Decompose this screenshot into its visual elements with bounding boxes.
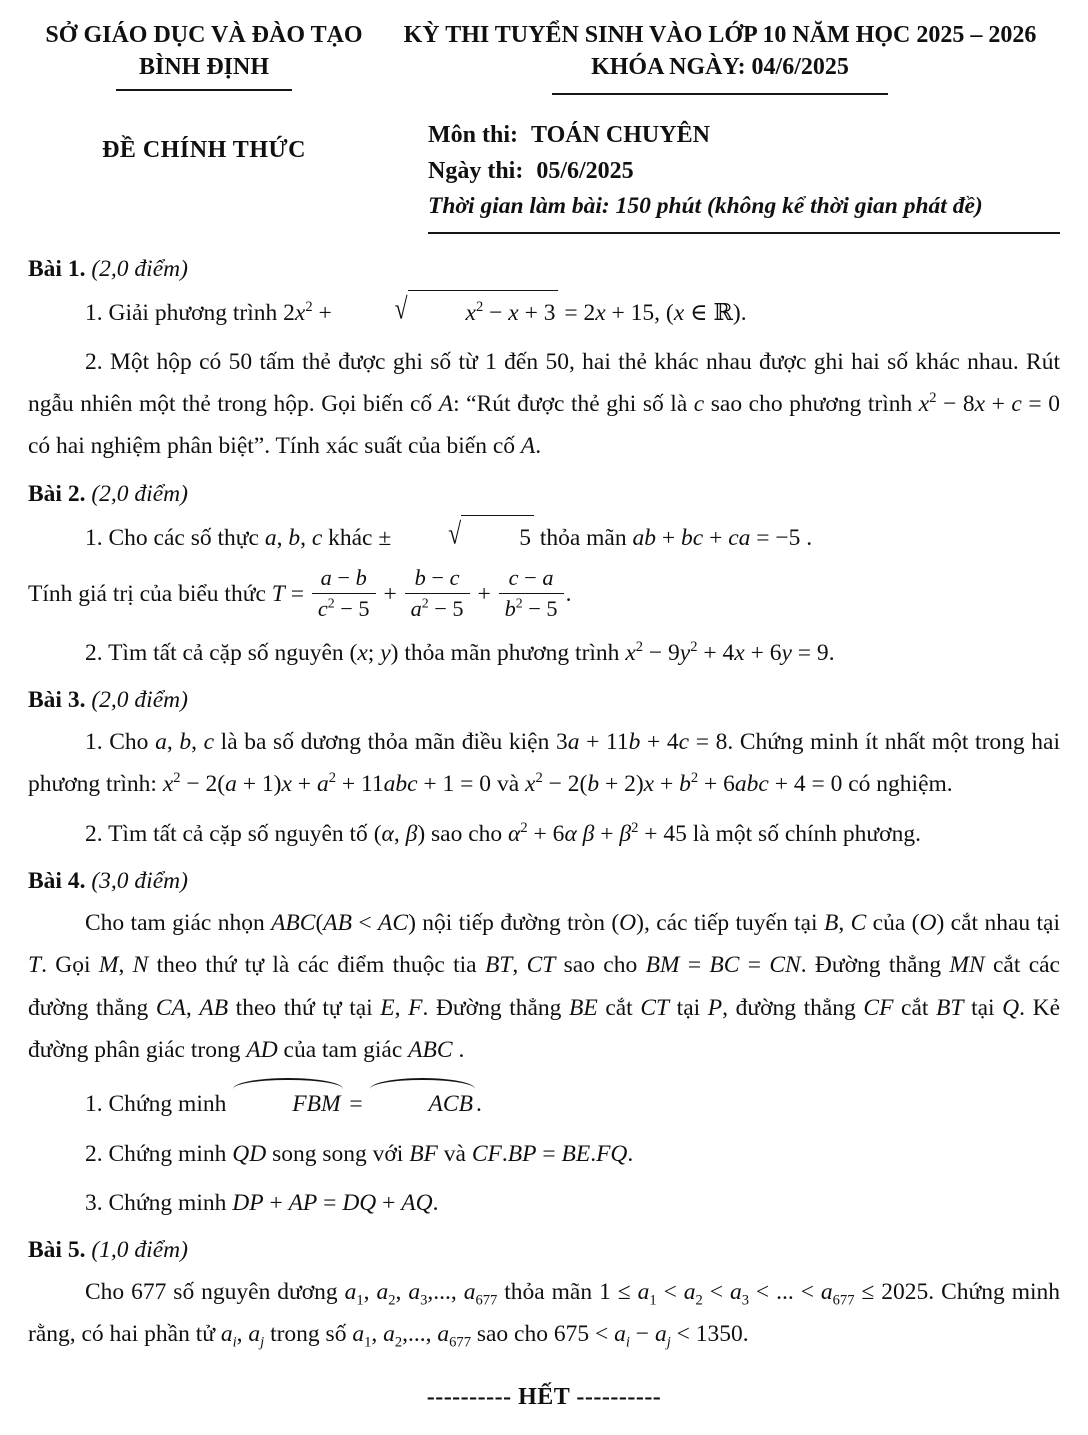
bai1-problem-2: 2. Một hộp có 50 tấm thẻ được ghi số từ 1 đến 50, hai thẻ khác nhau được ghi hai số khác nhau. Rút ngẫu nhiên một thẻ trong hộp. Gọi biến cố A: “Rút được thẻ ghi số là c sao cho phương trình $x^2 - 8x + c = 0$ có hai nghiệm phân biệt”. Tính xác suất của biến cố A. [28,348,1060,460]
bai1-number: Bài 1. [28,255,86,282]
math-expression: M, N [98,952,149,979]
exam-session-date: KHÓA NGÀY: 04/6/2025 [591,53,849,80]
exam-date-value: 05/6/2025 [536,158,634,185]
bai2-points: (2,0 điểm) [91,480,188,507]
math-expression: ± √ 5 [378,525,534,551]
math-expression: CF.BP = BE.FQ [471,1140,628,1167]
header-left [28,20,380,164]
math-expression: (O) [611,910,644,937]
bai5-number: Bài 5. [28,1237,86,1264]
math-expression: BE [569,994,598,1021]
math-expression: 3a + 11b + 4c = 8 [555,729,728,756]
math-expression: P [707,994,723,1021]
math-expression: QD [232,1140,267,1167]
bai4-problem-1: 1. Chứng minh FBM = ACB . [28,1078,1060,1125]
header [28,20,1060,234]
duration-line: Thời gian làm bài: 150 phút (không kể thời gian phát đề) [428,193,983,220]
math-expression: $1 \le a_1 < a_2 < a_3$ < ... < $a_{677} \le 2025$ [599,1279,929,1309]
bai4-heading [28,868,1060,895]
math-expression: $x^2 - 9y^2 + 4x + 6y = 9$ [625,639,829,666]
section-bai-1 [28,256,1060,468]
header-bottom-divider [428,232,1060,234]
subject-line [428,117,1060,153]
subject-value: TOÁN CHUYÊN [531,122,710,149]
math-expression: T [28,952,42,979]
section-bai-3 [28,687,1060,855]
subject-label: Môn thi: [428,122,518,149]
math-expression: BF [409,1140,438,1167]
math-expression: ABC [408,1036,453,1063]
bai3-points: (2,0 điểm) [91,687,188,714]
exam-info-block [380,117,1060,233]
math-expression: AD [246,1036,278,1063]
math-expression: CF [863,994,894,1021]
math-expression: CA, AB [155,994,229,1021]
math-expression: $a_1$, $a_2$,..., $a_{677}$ [352,1321,471,1352]
math-expression: DP + AP = DQ + AQ [232,1189,433,1216]
math-expression: CT [640,994,670,1021]
math-expression: BM = BC = CN [645,952,801,979]
right-header-divider [552,93,888,95]
bai5-statement: Cho 677 số nguyên dương $a_1$, $a_2$, $a_3$,..., $a_{677}$ thỏa mãn $1 \le a_1 < a_2 < a_3$ < ... < $a_{677} \le 2025$. Chứng minh rằng, có hai phần tử $a_i$, $a_j$ trong số $a_1$, $a_2$,..., $a_{677}$ sao cho $675 < a_i - a_j < 1350$. [28,1279,1061,1352]
bai5-points: (1,0 điểm) [91,1237,188,1264]
math-expression: $a_i$, $a_j$ [220,1321,265,1352]
math-expression: MN [949,952,985,979]
bai2-problem-2: 2. Tìm tất cả cặp số nguyên (x; y) thỏa mãn phương trình $x^2 - 9y^2 + 4x + 6y = 9$. [85,639,835,666]
bai3-problem-2: 2. Tìm tất cả cặp số nguyên tố (α, β) sao cho $\alpha^2 + 6\alpha$ $\beta + \beta^2 + 45$ là một số chính phương. [85,819,921,847]
exam-date-label: Ngày thi: [428,158,524,185]
left-header-divider [116,89,292,91]
bai5-heading [28,1237,1060,1264]
bai4-number: Bài 4. [28,868,86,895]
bai1-problem-1: 1. Giải phương trình $2x^2$ + √ $x^2 - x + 3 = 2x + 15$, (x ∈ ℝ). [28,290,1060,334]
math-expression: a, b, c [264,524,323,551]
bai4-problem-3: 3. Chứng minh DP + AP = DQ + AQ. [85,1189,439,1216]
math-expression: $a_1$, $a_2$, $a_3$,..., $a_{677}$ [344,1279,498,1309]
bai3-heading [28,687,1060,714]
bai1-points: (2,0 điểm) [91,255,188,282]
math-expression: (O) [911,910,945,937]
math-expression: $x^2 - 2(b + 2)x + b^2 + 6abc + 4 = 0$ [525,770,843,798]
math-expression: T = $\frac{a - b}{c^2 - 5}$ + $\frac{b - c}{a^2 - 5}$ + $\frac{c - a}{b^2 - 5}$ [272,581,566,607]
bai2-problem-1-expression: Tính giá trị của biểu thức T = $\frac{a - b}{c^2 - 5}$ + $\frac{b - c}{a^2 - 5}$ + $\frac{c - a}{b^2 - 5}$ . [28,565,572,621]
bai4-points: (3,0 điểm) [91,868,188,895]
math-expression: $675 < a_i - a_j < 1350$ [553,1321,743,1352]
end-of-exam-marker: ---------- HẾT ---------- [426,1383,662,1410]
bai2-problem-1: 1. Cho các số thực a, b, c khác ± √ 5 thỏa mãn ab + bc + ca = −5 . [28,515,1060,559]
math-expression: FBM = ACB [232,1091,476,1117]
bai1-heading [28,256,1060,283]
math-expression: (x; y) [349,639,399,666]
math-expression: B, C [823,910,867,937]
math-expression: A [438,391,454,418]
department-name: SỞ GIÁO DỤC VÀ ĐÀO TẠO [45,22,363,48]
bai2-heading [28,481,1060,508]
exam-title: KỲ THI TUYỂN SINH VÀO LỚP 10 NĂM HỌC 2025 – 2026 [403,22,1037,48]
header-right [380,20,1060,234]
math-expression: $x^2 - 8x + c = 0$ [918,390,1060,418]
math-expression: c [693,391,705,418]
math-expression: $2x^2$ + √ $x^2 - x + 3 = 2x + 15$, (x ∈ ℝ) [283,300,741,326]
math-expression: $x^2 - 2(a + 1)x + a^2 + 11abc + 1 = 0$ [162,770,492,798]
bai2-number: Bài 2. [28,480,86,507]
section-bai-4 [28,868,1060,1224]
official-exam-label: ĐỀ CHÍNH THỨC [102,137,306,164]
province-name: BÌNH ĐỊNH [138,53,270,80]
math-expression: Q [1002,994,1020,1021]
bai4-statement: Cho tam giác nhọn ABC(AB < AC) nội tiếp đường tròn (O), các tiếp tuyến tại B, C của (O) cắt nhau tại T. Gọi M, N theo thứ tự là các điểm thuộc tia BT, CT sao cho BM = BC = CN. Đường thẳng MN cắt các đường thẳng CA, AB theo thứ tự tại E, F. Đường thẳng BE cắt CT tại P, đường thẳng CF cắt BT tại Q. Kẻ đường phân giác trong AD của tam giác ABC . [28,910,1061,1063]
math-expression: $\alpha^2 + 6\alpha$ $\beta + \beta^2 + 45$ [508,819,687,847]
exam-body [28,256,1060,1411]
math-expression: BT [936,994,964,1021]
math-expression: E, F [380,994,423,1021]
math-expression: BT, CT [484,952,556,979]
math-expression: a, b, c [155,729,215,756]
section-bai-2 [28,481,1060,674]
exam-date-line [428,153,1060,189]
math-expression: ABC(AB < AC) [271,910,416,937]
bai3-problem-1: 1. Cho a, b, c là ba số dương thỏa mãn điều kiện 3a + 11b + 4c = 8. Chứng minh ít nhất một trong hai phương trình: $x^2 - 2(a + 1)x + a^2 + 11abc + 1 = 0$ và $x^2 - 2(b + 2)x + b^2 + 6abc + 4 = 0$ có nghiệm. [28,729,1060,798]
section-bai-5 [28,1237,1060,1356]
bai3-number: Bài 3. [28,687,86,714]
math-expression: ab + bc + ca = −5 [632,524,801,551]
math-expression: (α, β) [373,820,426,847]
math-expression: A [520,433,536,460]
bai4-problem-2: 2. Chứng minh QD song song với BF và CF.BP = BE.FQ. [85,1140,634,1167]
